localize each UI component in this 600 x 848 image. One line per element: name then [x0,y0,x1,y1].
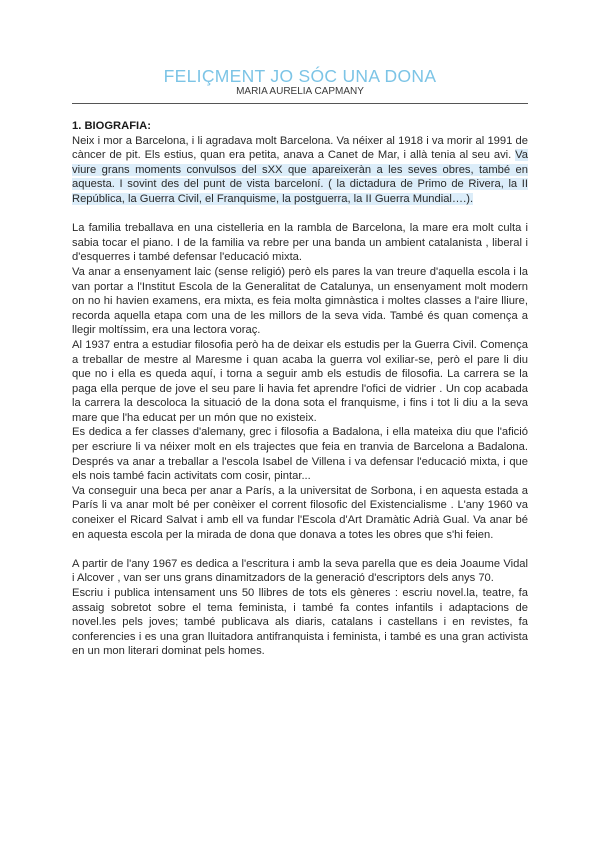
paragraph-8: Escriu i publica intensament uns 50 llibres de tots els gèneres : escriu novel.la, teatre, fa assaig sobretot sobre el tema feminista, i també fa contes infantils i adaptacions de novel.les pels joves; també publicava als diaris, catalans i castellans i en revistes, fa conferencies i es una gran lluitadora antifranquista i feminista, i també es una gran activista en un mon literari dominat pels homes. [72,587,528,658]
section-heading: 1. BIOGRAFIA: [72,120,151,132]
paragraph-gap [72,207,528,222]
paragraph-7: A partir de l'any 1967 es dedica a l'escritura i amb la seva parella que es deia Joaume Vidal i Alcover , van ser uns grans dinamitzadors de la generació d'escriptors dels anys 70. [72,557,528,585]
paragraph-gap [72,542,528,557]
biography-section [72,119,528,659]
paragraph-3: Va anar a ensenyament laic (sense religió) però els pares la van treure d'aquella escola i la van portar a l'Institut Escola de la Generalitat de Catalunya, un ensenyament molt modern on no hi havien examens, era mixta, es feia molta gimnàstica i moltes classes a l'aire lliure, recorda aquella etapa com una de les millors de la seva vida. També és quan comença a llegir moltíssim, era una lectora voraç. [72,265,528,337]
document-title: FELIÇMENT JO SÓC UNA DONA [163,66,437,86]
paragraph-6: Va conseguir una beca per anar a París, a la universitat de Sorbona, i en aquesta estada a París li va anar molt bé per conèixer el corrent filosofic del Existencialisme . L'any 1960 va coneixer el Ricard Salvat i amb ell va fundar l'Escola d'Art Dramàtic Adrià Gual. Va anar bé en aquesta escola per la mirada de dona que donava a totes les obres que s'hi feien. [72,484,528,541]
paragraph-2: La familia treballava en una cistelleria en la rambla de Barcelona, la mare era molt culta i sabia tocar el piano. I de la familia va rebre per una banda un ambient catalanista , liberal i d'esquerres i també defensar l'educació mixta. [72,222,528,264]
paragraph-4: Al 1937 entra a estudiar filosofia però ha de deixar els estudis per la Guerra Civil. Comença a treballar de mestre al Maresme i quan acaba la guerra vol exiliar-se, però el pare li diu que no i ella es queda aquí, i torna a seguir amb els estudis de filosofia. La carrera se la paga ella perque de jove el seu pare li havia fet aprendre l'ofici de vidrier . Un cop acabada la carrera la descoloca la situació de la dona sota el franquisme, i fins i tot li diu a la seva mare que l'ha educat per un món que no existeix. [72,338,528,424]
paragraph-1-text: Neix i mor a Barcelona, i li agradava molt Barcelona. Va néixer al 1918 i va morir al 1991 de càncer de pit. Els estius, quan era petita, anava a Canet de Mar, i allà tenia al seu avi. [72,134,528,162]
document-page [72,66,528,659]
title-divider [72,103,528,104]
document-author: MARIA AURELIA CAPMANY [236,86,364,97]
paragraph-5: Es dedica a fer classes d'alemany, grec i filosofia a Badalona, i ella mateixa diu que l'afició per escriure li va néixer molt en els trajectes que feia en tranvia de Barcelona a Badalona. Després va anar a treballar a l'escola Isabel de Villena i va defensar l'educació mixta, i que els nois també facin activitats com cosir, pintar... [72,426,528,483]
paragraph-1-highlight: Va viure grans moments convulsos del sXX que apareixeràn a les seves obres, també en aquesta. I sovint des del punt de vista barceloní. ( la dictadura de Primo de Rivera, la II República, la Guerra Civil, el Franquisme, la postguerra, la II Guerra Mundial….). [72,149,528,205]
paragraph-1 [72,134,528,207]
